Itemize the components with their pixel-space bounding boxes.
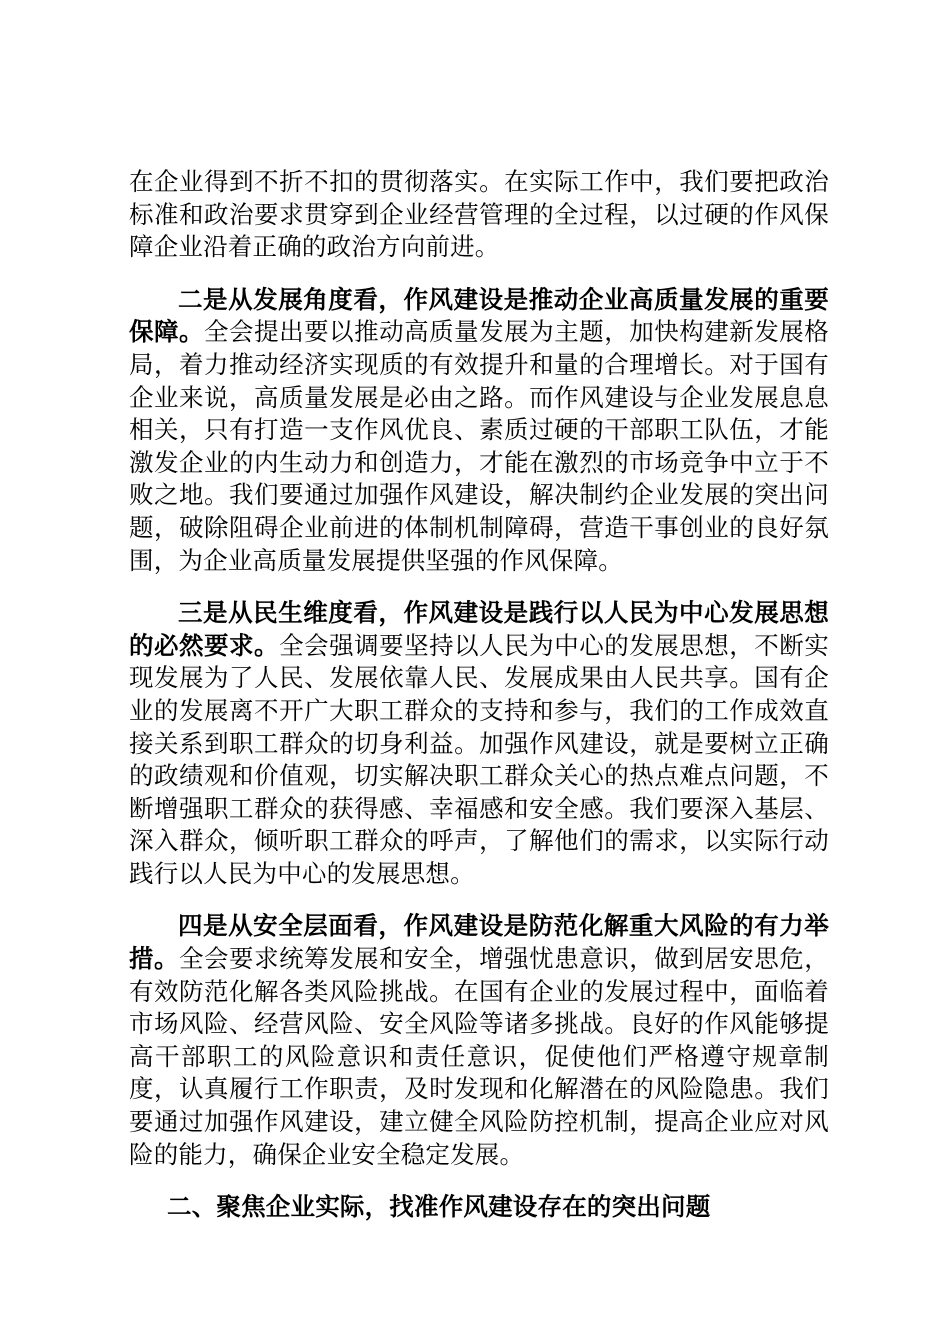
paragraph-text: 全会强调要坚持以人民为中心的发展思想，不断实现发展为了人民、发展依靠人民、发展成果由人民共享。国有企业的发展离不开广大职工群众的支持和参与，我们的工作成效直接关系到职工群众的切身利益。加强作风建设，就是要树立正确的政绩观和价值观，切实解决职工群众关心的热点难点问题，不断增强职工群众的获得感、幸福感和安全感。我们要深入基层、深入群众，倾听职工群众的呼声，了解他们的需求，以实际行动践行以人民为中心的发展思想。	[129, 630, 830, 888]
paragraph-livelihood	[129, 597, 829, 890]
paragraph-text: 在企业得到不折不扣的贯彻落实。在实际工作中，我们要把政治标准和政治要求贯穿到企业经营管理的全过程，以过硬的作风保障企业沿着正确的政治方向前进。	[129, 167, 829, 262]
paragraph-text: 全会要求统筹发展和安全，增强忧患意识，做到居安思危，有效防范化解各类风险挑战。在国有企业的发展过程中，面临着市场风险、经营风险、安全风险等诸多挑战。良好的作风能够提高干部职工的风险意识和责任意识，促使他们严格遵守规章制度，认真履行工作职责，及时发现和化解潜在的风险隐患。我们要通过加强作风建设，建立健全风险防控机制，提高企业应对风险的能力，确保企业安全稳定发展。	[129, 944, 829, 1169]
paragraph-development	[129, 284, 829, 577]
paragraph-continuation	[129, 166, 829, 264]
section-heading: 二、聚焦企业实际，找准作风建设存在的突出问题	[167, 1192, 711, 1222]
paragraph-safety	[129, 910, 829, 1171]
document-body	[129, 166, 829, 1224]
paragraph-lead: 三是从民生维度看，作风建设是践行以人民为中心发展思想的必然要求。	[129, 598, 829, 660]
paragraph-text: 全会提出要以推动高质量发展为主题，加快构建新发展格局，着力推动经济实现质的有效提升和量的合理增长。对于国有企业来说，高质量发展是必由之路。而作风建设与企业发展息息相关，只有打造一支作风优良、素质过硬的干部职工队伍，才能激发企业的内生动力和创造力，才能在激烈的市场竞争中立于不败之地。我们要通过加强作风建设，解决制约企业发展的突出问题，破除阻碍企业前进的体制机制障碍，营造干事创业的良好氛围，为企业高质量发展提供坚强的作风保障。	[129, 317, 830, 575]
paragraph-lead: 二是从发展角度看，作风建设是推动企业高质量发展的重要保障。	[129, 284, 829, 347]
paragraph-lead: 四是从安全层面看，作风建设是防范化解重大风险的有力举措。	[129, 911, 829, 974]
